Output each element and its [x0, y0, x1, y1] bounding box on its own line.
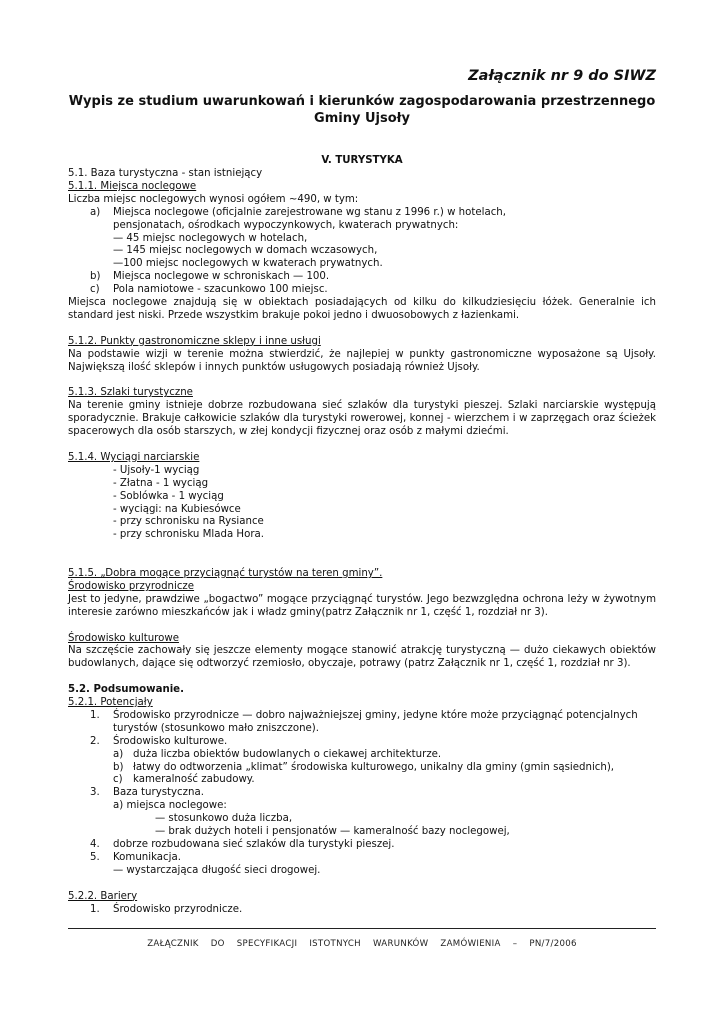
sub-item: — wystarczająca długość sieci drogowej.	[113, 864, 321, 876]
heading-natural-environment: Środowisko przyrodnicze	[68, 580, 195, 592]
list-label: c)	[113, 774, 123, 786]
sub-item: — 145 miejsc noclegowych w domach wczasowych,	[113, 245, 378, 257]
footer-divider	[68, 928, 656, 929]
list-text: Pola namiotowe - szacunkowo 100 miejsc.	[113, 284, 328, 296]
document-body	[68, 168, 656, 916]
list-item	[68, 736, 656, 749]
list-number: 4.	[90, 839, 100, 851]
lift-item: - Złatna - 1 wyciąg	[113, 477, 209, 489]
list-label: c)	[90, 284, 100, 296]
list-item	[68, 271, 656, 284]
list-item	[68, 787, 656, 800]
list-number: 2.	[90, 735, 100, 747]
list-text: Komunikacja.	[113, 851, 181, 863]
heading-5-1: 5.1. Baza turystyczna - stan istniejący	[68, 168, 263, 179]
list-text: dobrze rozbudowana sieć szlaków dla turystyki pieszej.	[113, 839, 395, 851]
sub-item: — 45 miejsc noclegowych w hotelach,	[113, 232, 308, 244]
heading-5-1-2: 5.1.2. Punkty gastronomiczne sklepy i inne usługi	[68, 335, 321, 347]
heading-5-2: 5.2. Podsumowanie.	[68, 684, 184, 696]
paragraph-5-1-3: Na terenie gminy istnieje dobrze rozbudowana sieć szlaków dla turystyki pieszej. Szlaki narciarskie występują sporadycznie. Brakuje całkowicie szlaków dla turystyki rowerowej, konnej - wierzchem i w zaprzęgach oraz ścieżek spacerowych dla osób starszych, w złej kondycji fizycznej oraz osób z małymi dziećmi.	[68, 400, 656, 438]
list-text: kameralność zabudowy.	[133, 774, 255, 786]
list-text-continued: turystów (stosunkowo mało zniszczone).	[113, 722, 320, 734]
paragraph-cultural-environment: Na szczęście zachowały się jeszcze elementy mogące stanowić atrakcję turystyczną — dużo ciekawych obiektów budowlanych, dające się odtworzyć rzemiosło, obyczaje, potrawy (patrz Załącznik nr 1, część 1, rozdział nr 3).	[68, 645, 656, 670]
list-number: 5.	[90, 851, 100, 863]
list-number: 1.	[90, 903, 100, 915]
sub-list-item	[68, 749, 656, 762]
lift-item: - przy schronisku Mlada Hora.	[113, 529, 264, 541]
sub-item: — brak dużych hoteli i pensjonatów — kameralność bazy noclegowej,	[155, 826, 510, 838]
sub-item: — stosunkowo duża liczba,	[155, 813, 293, 825]
heading-5-1-1: 5.1.1. Miejsca noclegowe	[68, 180, 197, 192]
heading-5-1-4: 5.1.4. Wyciągi narciarskie	[68, 451, 200, 463]
lift-item: - Ujsoły-1 wyciąg	[113, 464, 200, 476]
list-text: Środowisko przyrodnicze.	[113, 903, 243, 915]
list-text: Miejsca noclegowe (oficjalnie zarejestrowane wg stanu z 1996 r.) w hotelach,	[113, 206, 506, 218]
sub-list-item: a) miejsca noclegowe:	[113, 800, 227, 812]
section-title: V. TURYSTYKA	[321, 155, 403, 166]
lift-item: - wyciągi: na Kubiesówce	[113, 503, 241, 515]
list-label: b)	[113, 761, 124, 773]
attachment-label: Załącznik nr 9 do SIWZ	[468, 68, 656, 84]
list-item	[68, 839, 656, 852]
heading-5-2-2: 5.2.2. Bariery	[68, 890, 138, 902]
list-item	[68, 284, 656, 297]
sub-list-item	[68, 762, 656, 775]
heading-5-1-5: 5.1.5. „Dobra mogące przyciągnąć turystów na teren gminy”.	[68, 568, 383, 580]
paragraph-natural-environment: Jest to jedyne, prawdziwe „bogactwo” mogące przyciągnąć turystów. Jego bezwzględna ochrona leży w żywotnym interesie zarówno mieszkańców jak i władz gminy(patrz Załącznik nr 1, część 1, rozdział nr 3).	[68, 593, 656, 618]
list-text: Środowisko kulturowe.	[113, 735, 228, 747]
document-title: Wypis ze studium uwarunkowań i kierunków zagospodarowania przestrzennego Gminy Ujsoły	[68, 94, 656, 126]
sub-list-item	[68, 774, 656, 787]
list-text: Miejsca noclegowe w schroniskach — 100.	[113, 271, 330, 283]
list-text: duża liczba obiektów budowlanych o ciekawej architekturze.	[133, 748, 442, 760]
list-number: 3.	[90, 787, 100, 799]
list-item	[68, 710, 656, 723]
list-label: a)	[90, 206, 101, 218]
list-text: Baza turystyczna.	[113, 787, 204, 799]
lift-item: - Soblówka - 1 wyciąg	[113, 490, 224, 502]
list-label: a)	[113, 748, 124, 760]
lift-item: - przy schronisku na Rysiance	[113, 516, 264, 528]
list-item	[68, 207, 656, 220]
list-text: Środowisko przyrodnicze — dobro najważniejszej gminy, jedyne które może przyciągnąć potencjalnych	[113, 709, 638, 721]
list-text: łatwy do odtworzenia „klimat” środowiska kulturowego, unikalny dla gminy (gmin sąsiednich),	[133, 761, 615, 773]
list-item	[68, 904, 656, 917]
heading-5-1-3: 5.1.3. Szlaki turystyczne	[68, 387, 193, 399]
list-number: 1.	[90, 709, 100, 721]
list-text-continued: pensjonatach, ośrodkach wypoczynkowych, kwaterach prywatnych:	[113, 219, 459, 231]
paragraph-5-1-1-summary: Miejsca noclegowe znajdują się w obiektach posiadających od kilku do kilkudziesięciu łóżek. Generalnie ich standard jest niski. Przede wszystkim brakuje pokoi jedno i dwuosobowych z łazienkami.	[68, 297, 656, 321]
list-item	[68, 852, 656, 865]
heading-5-2-1: 5.2.1. Potencjały	[68, 697, 153, 709]
paragraph-5-1-2: Na podstawie wizji w terenie można stwierdzić, że najlepiej w punkty gastronomiczne wyposażone są Ujsoły. Największą ilość sklepów i innych punktów usługowych posiadają również Ujsoły.	[68, 348, 656, 373]
list-label: b)	[90, 271, 101, 283]
page-footer: ZAŁĄCZNIK DO SPECYFIKACJI ISTOTNYCH WARUNKÓW ZAMÓWIENIA – PN/7/2006	[147, 939, 577, 949]
sub-item: —100 miejsc noclegowych w kwaterach prywatnych.	[113, 258, 383, 270]
heading-cultural-environment: Środowisko kulturowe	[68, 632, 179, 644]
paragraph-5-1-1-intro: Liczba miejsc noclegowych wynosi ogółem ~490, w tym:	[68, 193, 359, 205]
